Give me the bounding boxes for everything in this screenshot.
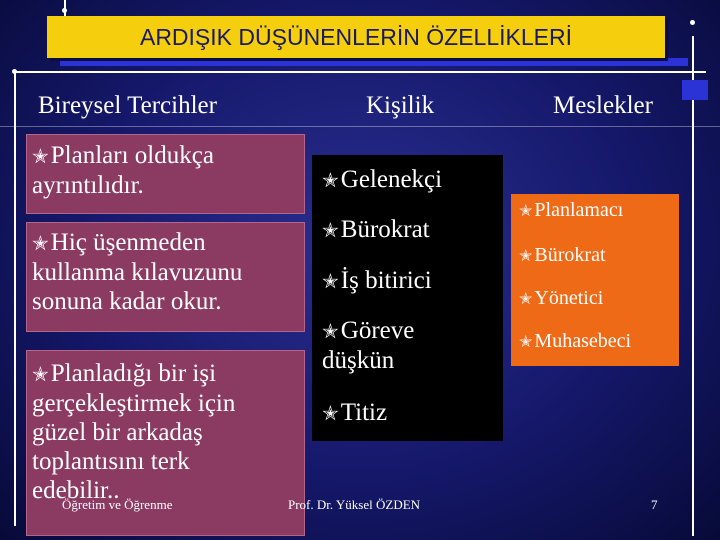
list-item: ✭Hiç üşenmeden kullanma kılavuzunu sonuna kadar okur. — [32, 229, 243, 315]
star-bullet-icon: ✭ — [32, 231, 49, 255]
column-header-kisilik: Kişilik — [366, 92, 435, 119]
star-bullet-icon: ✭ — [519, 201, 533, 220]
frame-dot — [62, 8, 67, 13]
list-item: ✭Gelenekçi — [322, 166, 443, 193]
star-bullet-icon: ✭ — [322, 168, 339, 192]
frame-line — [0, 126, 720, 127]
star-bullet-icon: ✭ — [519, 246, 533, 265]
star-bullet-icon: ✭ — [32, 144, 49, 168]
frame-accent — [682, 80, 708, 100]
star-bullet-icon: ✭ — [322, 401, 339, 425]
list-item: ✭İş bitirici — [322, 267, 432, 294]
list-item: ✭Titiz — [322, 399, 388, 426]
list-item: ✭Planladığı bir işi gerçekleştirmek için güzel bir arkadaş toplantısını terk edebilir.. — [32, 360, 236, 504]
list-item: ✭ Muhasebeci — [519, 330, 632, 352]
star-bullet-icon: ✭ — [322, 269, 339, 293]
star-bullet-icon: ✭ — [32, 362, 49, 386]
footer-center: Prof. Dr. Yüksel ÖZDEN — [288, 497, 421, 512]
star-bullet-icon: ✭ — [322, 319, 339, 343]
frame-line — [692, 36, 694, 536]
star-bullet-icon: ✭ — [519, 289, 533, 308]
frame-dot — [690, 20, 695, 25]
column-header-meslekler: Meslekler — [553, 92, 653, 119]
frame-line — [14, 71, 706, 73]
page-title: ARDIŞIK DÜŞÜNENLERİN ÖZELLİKLERİ — [47, 16, 665, 58]
footer-left: Öğretim ve Öğrenme — [62, 497, 173, 512]
list-item: ✭Göreve düşkün — [322, 317, 415, 374]
list-item: ✭Planları oldukça ayrıntılıdır. — [32, 142, 214, 199]
frame-accent — [60, 58, 688, 66]
star-bullet-icon: ✭ — [519, 332, 533, 351]
frame-line — [14, 71, 16, 526]
list-item: ✭ Planlamacı — [519, 199, 624, 221]
list-item: ✭ Bürokrat — [519, 244, 606, 266]
page-number: 7 — [651, 497, 658, 512]
star-bullet-icon: ✭ — [322, 218, 339, 242]
list-item: ✭ Yönetici — [519, 287, 604, 309]
column-header-bireysel: Bireysel Tercihler — [38, 92, 217, 119]
list-item: ✭Bürokrat — [322, 216, 430, 243]
frame-dot — [12, 69, 17, 74]
